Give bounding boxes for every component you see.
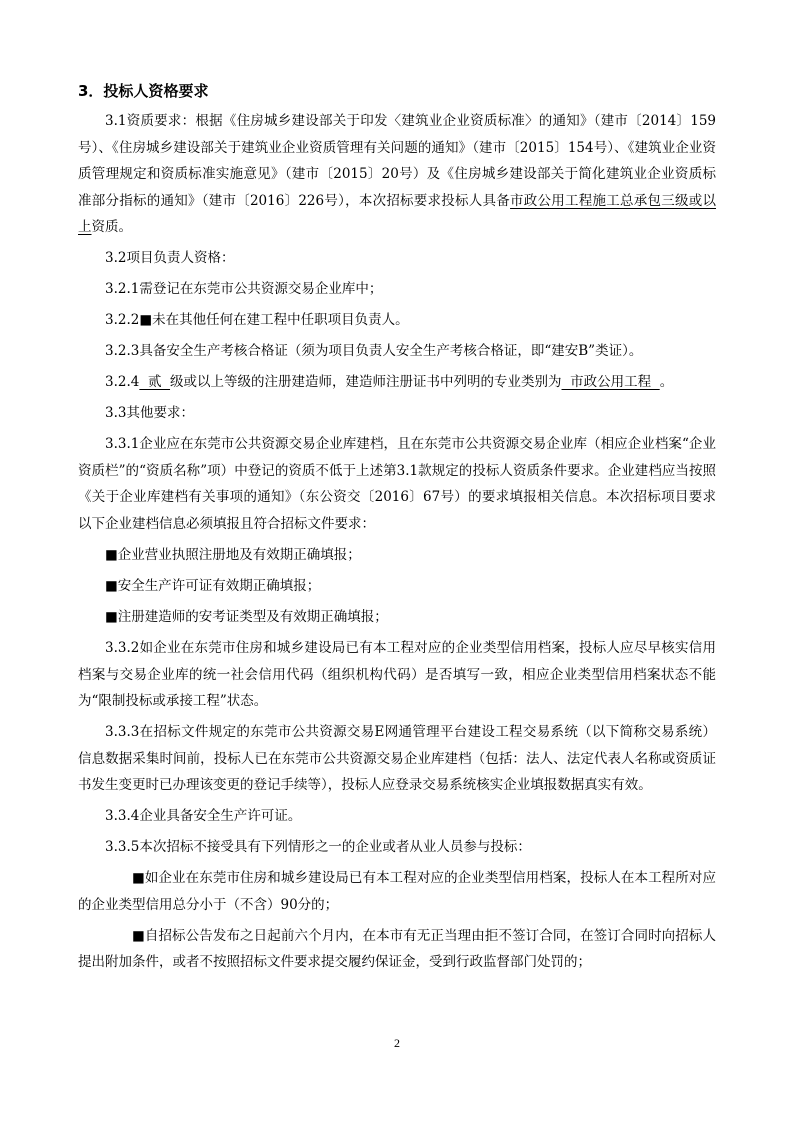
paragraph-3-3: 3.3其他要求： xyxy=(105,405,194,422)
paragraph-3-3-5: 3.3.5本次招标不接受具有下列情形之一的企业或者从业人员参与投标： xyxy=(105,839,531,856)
constructor-grade: 贰 xyxy=(139,374,171,391)
required-qualification: 市政公用工程施工总承包三级或以上 xyxy=(78,192,717,236)
page-number: 2 xyxy=(394,1036,400,1050)
paragraph-3-3-1: 3.3.1企业应在东莞市公共资源交易企业库建档，且在东莞市公共资源交易企业库（相应企业档案“企业资质栏”的“资质名称”项）中登记的资质不低于上述第3.1款规定的投标人资质条件要求。企业建档应当按照《关于企业库建档有关事项的通知》（东公资交〔2016〕67号）的要求填报相关信息。本次招标项目要求以下企业建档信息必须填报且符合招标文件要求： xyxy=(78,436,716,533)
paragraph-3-2: 3.2项目负责人资格： xyxy=(105,250,235,267)
list-item: ■安全生产许可证有效期正确填报； xyxy=(105,578,321,595)
paragraph-3-2-1: 3.2.1需登记在东莞市公共资源交易企业库中； xyxy=(105,281,383,298)
paragraph-3-2-4-text: 级或以上等级的注册建造师，建造师注册证书中列明的专业类别为 xyxy=(170,374,562,391)
list-item: ■如企业在东莞市住房和城乡建设局已有本工程对应的企业类型信用档案，投标人在本工程所对应的企业类型信用总分小于（不含）90分的； xyxy=(78,870,716,913)
paragraph-3-2-3: 3.2.3具备安全生产考核合格证（须为项目负责人安全生产考核合格证，即“建安B”类证）。 xyxy=(105,343,643,360)
paragraph-3-1 xyxy=(78,108,716,241)
list-item: ■企业营业执照注册地及有效期正确填报； xyxy=(105,547,361,564)
paragraph-3-1-text: 3.1资质要求：根据《住房城乡建设部关于印发〈建筑业企业资质标准〉的通知》（建市〔2014〕159号）、《住房城乡建设部关于建筑业企业资质管理有关问题的通知》（建市〔2015〕154号）、《建筑业企业资质管理规定和资质标准实施意见》（建市〔2015〕20号）及《住房城乡建设部关于简化建筑业企业资质标准部分指标的通知》（建市〔2016〕226号），本次招标要求投标人具备 xyxy=(78,113,716,209)
paragraph-3-3-4: 3.3.4企业具备安全生产许可证。 xyxy=(105,808,302,825)
paragraph-3-2-4-number: 3.2.4 xyxy=(105,374,140,391)
paragraph-3-1-tail: 资质。 xyxy=(91,219,132,236)
constructor-specialty: 市政公用工程 xyxy=(561,374,660,391)
document-page xyxy=(78,78,716,980)
paragraph-3-3-2: 3.3.2如企业在东莞市住房和城乡建设局已有本工程对应的企业类型信用档案，投标人应尽早核实信用档案与交易企业库的统一社会信用代码（组织机构代码）是否填写一致，相应企业类型信用档案状态不能为“限制投标或承接工程”状态。 xyxy=(78,639,716,710)
list-item: ■注册建造师的安考证类型及有效期正确填报； xyxy=(105,609,388,625)
paragraph-3-2-4-tail: 。 xyxy=(659,374,674,391)
paragraph-3-3-3: 3.3.3在招标文件规定的东莞市公共资源交易E网通管理平台建设工程交易系统（以下简称交易系统）信息数据采集时间前，投标人已在东莞市公共资源交易企业库建档（包括：法人、法定代表人名称或资质证书发生变更时已办理该变更的登记手续等），投标人应登录交易系统核实企业填报数据真实有效。 xyxy=(78,724,716,794)
paragraph-3-2-4 xyxy=(78,369,716,396)
list-item: ■自招标公告发布之日起前六个月内，在本市有无正当理由拒不签订合同，在签订合同时向招标人提出附加条件，或者不按照招标文件要求提交履约保证金，受到行政监督部门处罚的； xyxy=(78,927,716,971)
section-heading: 3．投标人资格要求 xyxy=(78,82,209,100)
paragraph-3-2-2: 3.2.2■未在其他任何在建工程中任职项目负责人。 xyxy=(105,312,409,329)
